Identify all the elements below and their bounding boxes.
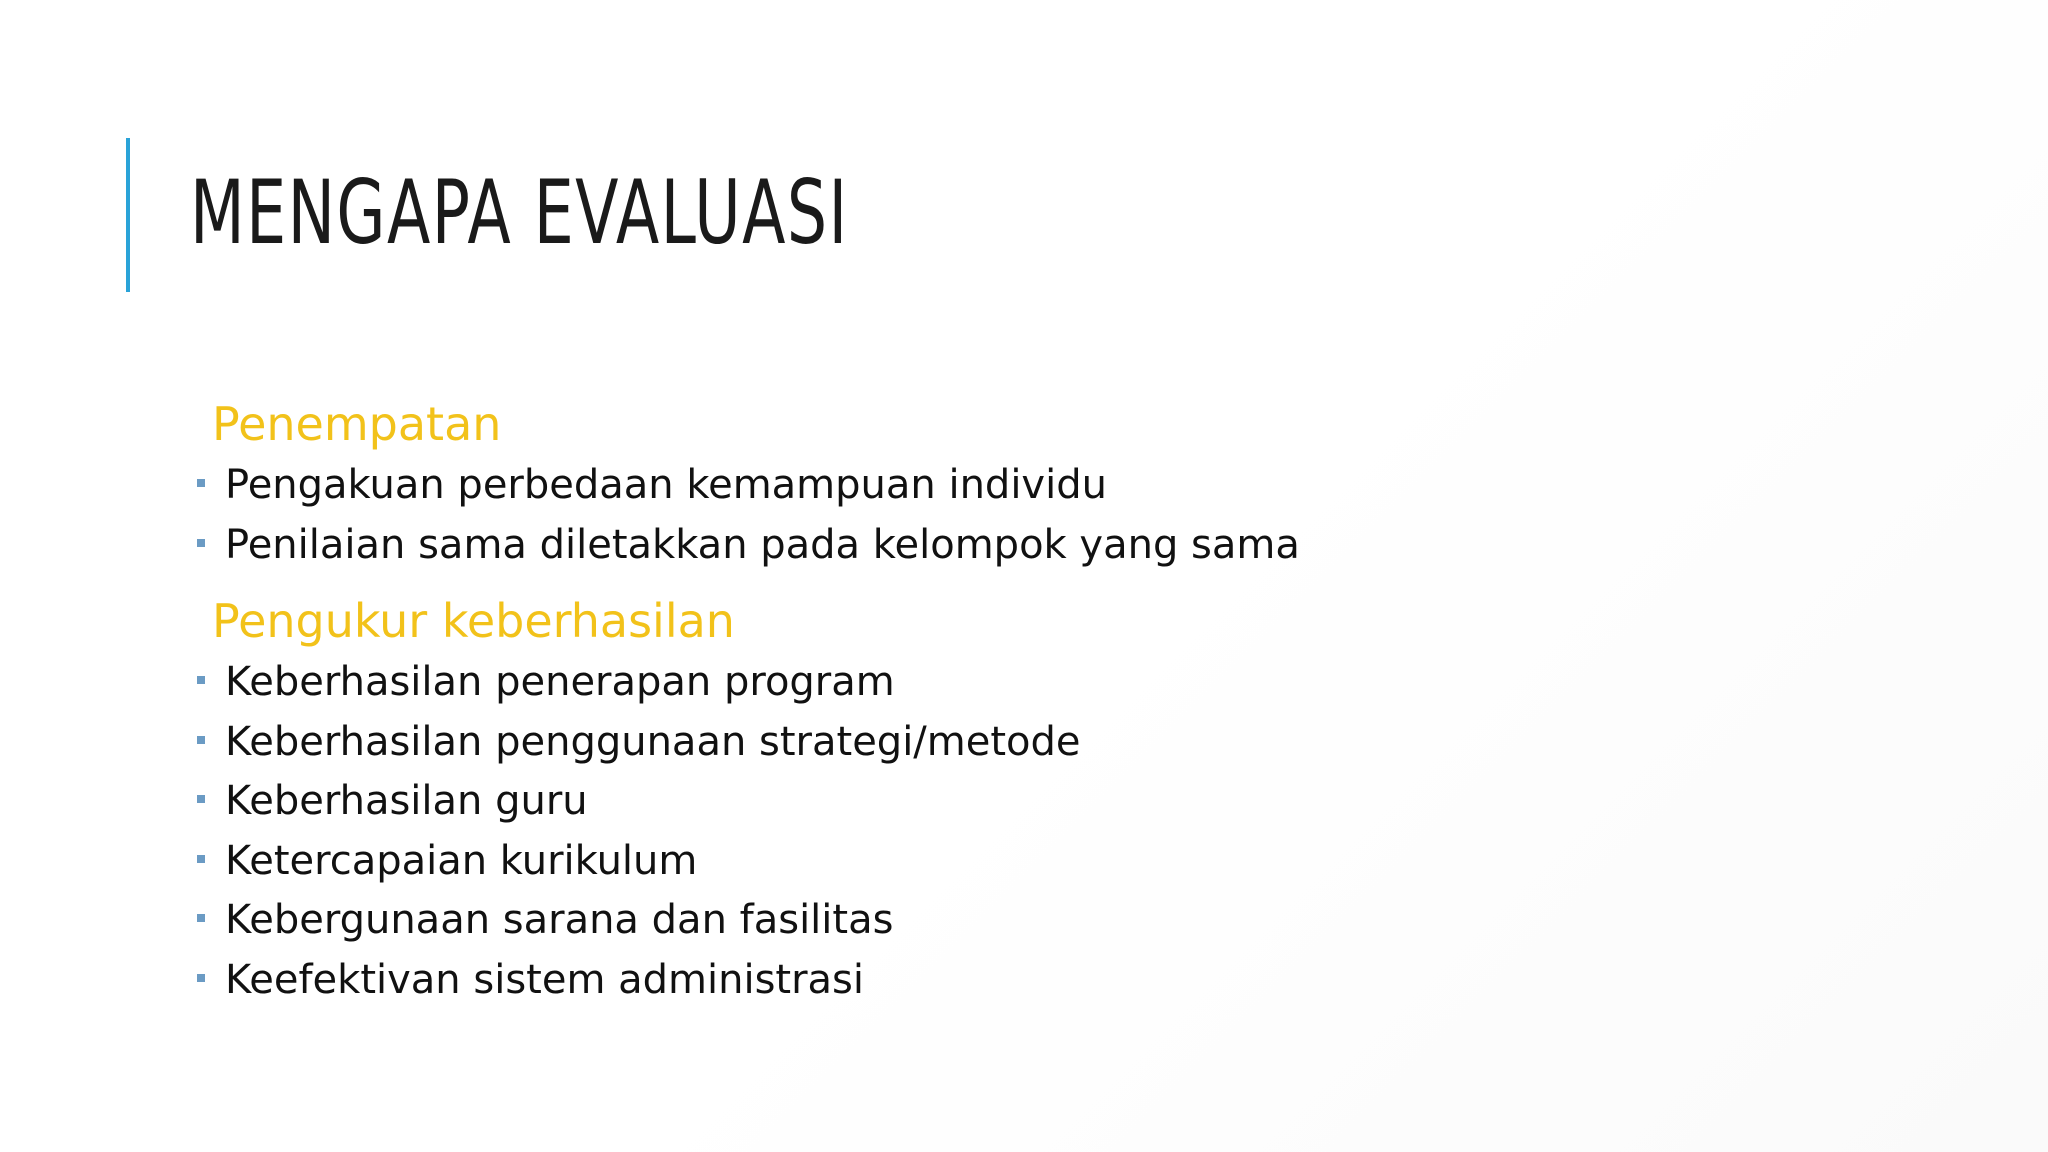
- list-item: [194, 951, 1894, 1011]
- section-penempatan: [194, 392, 1894, 575]
- bullet-text: Penilaian sama diletakkan pada kelompok yang sama: [225, 521, 1300, 568]
- slide-title: MENGAPA EVALUASI: [190, 161, 849, 264]
- section-heading: Penempatan: [212, 397, 502, 451]
- bullet-list: [194, 456, 1894, 575]
- section-heading: Pengukur keberhasilan: [212, 594, 735, 648]
- square-bullet-icon: [197, 539, 205, 547]
- bullet-text: Keberhasilan penggunaan strategi/metode: [225, 718, 1081, 765]
- bullet-text: Pengakuan perbedaan kemampuan individu: [225, 462, 1107, 508]
- list-item: [194, 772, 1894, 832]
- section-pengukur-keberhasilan: [194, 589, 1894, 1010]
- bullet-list: [194, 653, 1894, 1010]
- bullet-text: Ketercapaian kurikulum: [225, 837, 698, 884]
- title-accent-bar: [126, 138, 130, 292]
- list-item: [194, 713, 1894, 773]
- list-item: [194, 653, 1894, 713]
- square-bullet-icon: [197, 479, 205, 487]
- bullet-text: Kebergunaan sarana dan fasilitas: [225, 897, 894, 943]
- list-item: [194, 832, 1894, 892]
- square-bullet-icon: [197, 795, 205, 803]
- square-bullet-icon: [197, 914, 205, 922]
- square-bullet-icon: [197, 676, 205, 684]
- bullet-text: Keefektivan sistem administrasi: [225, 956, 865, 1003]
- bullet-text: Keberhasilan guru: [225, 778, 588, 824]
- list-item: [194, 516, 1894, 576]
- square-bullet-icon: [197, 736, 205, 744]
- square-bullet-icon: [197, 974, 205, 982]
- bullet-text: Keberhasilan penerapan program: [225, 659, 895, 705]
- slide-content: [194, 392, 1894, 1010]
- list-item: [194, 891, 1894, 951]
- list-item: [194, 456, 1894, 516]
- square-bullet-icon: [197, 855, 205, 863]
